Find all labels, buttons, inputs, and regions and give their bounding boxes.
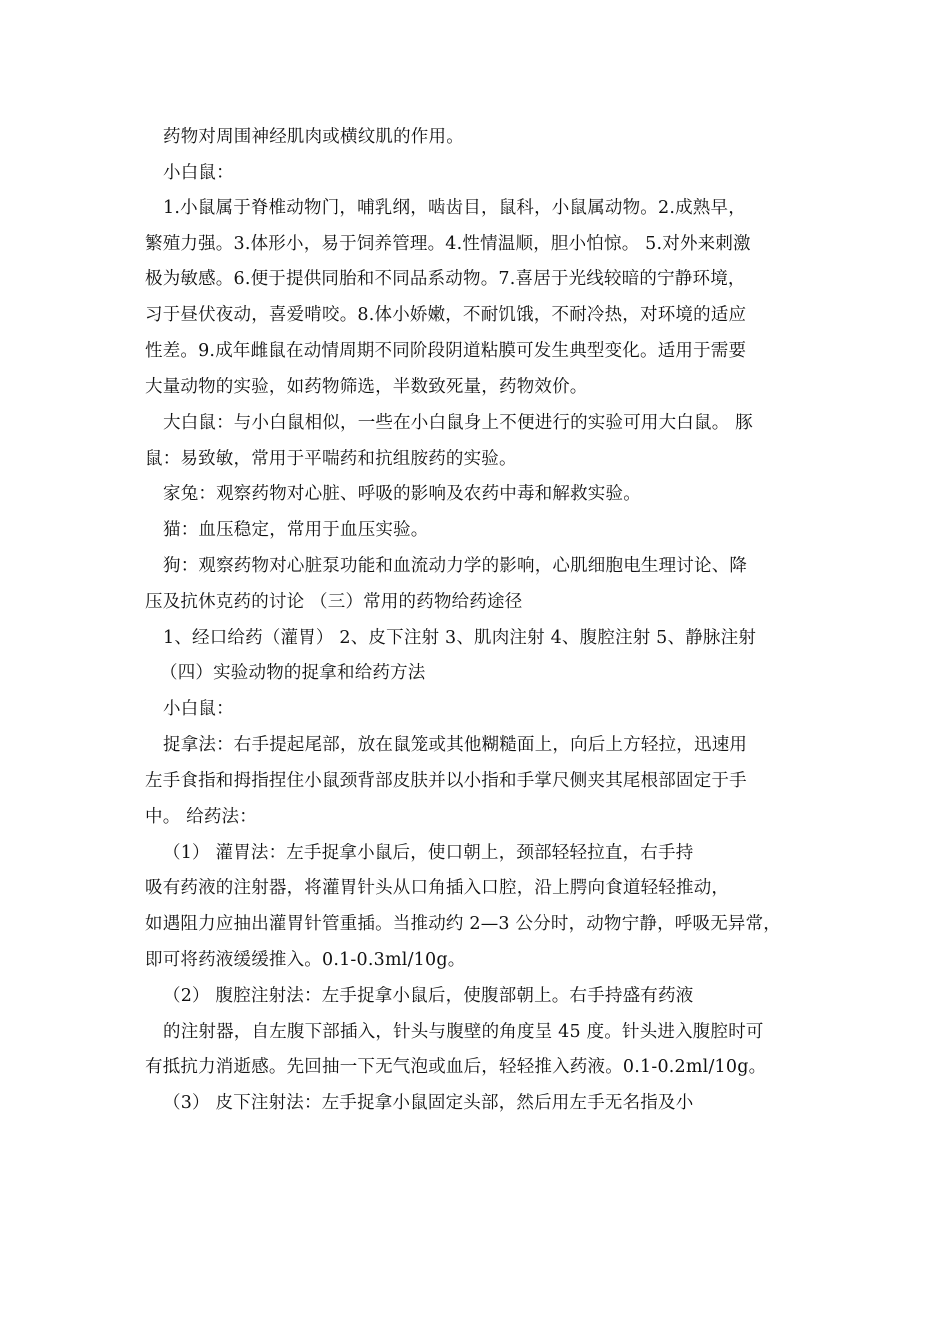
text-line: 极为敏感。6.便于提供同胎和不同品系动物。7.喜居于光线较暗的宁静环境， (145, 269, 746, 289)
text-line: 吸有药液的注射器，将灌胃针头从口角插入口腔，沿上腭向食道轻轻推动， (145, 878, 730, 898)
text-line: 性差。9.成年雌鼠在动情周期不同阶段阴道粘膜可发生典型变化。适用于需要 (145, 341, 747, 361)
text-line: 猫：血压稳定，常用于血压实验。 (163, 520, 429, 540)
text-line: 1.小鼠属于脊椎动物门，哺乳纲，啮齿目，鼠科，小鼠属动物。2.成熟早， (163, 198, 746, 218)
text-line: 小白鼠： (163, 699, 234, 719)
text-line: 鼠：易致敏，常用于平喘药和抗组胺药的实验。 (145, 449, 517, 469)
text-line: 有抵抗力消逝感。先回抽一下无气泡或血后，轻轻推入药液。0.1-0.2ml/10g。 (145, 1057, 767, 1077)
text-line: （3） 皮下注射法：左手捉拿小鼠固定头部，然后用左手无名指及小 (163, 1093, 694, 1113)
text-line: 压及抗休克药的讨论 （三）常用的药物给药途径 (145, 592, 523, 612)
text-line: 药物对周围神经肌肉或横纹肌的作用。 (163, 127, 464, 147)
text-line: 的注射器，自左腹下部插入，针头与腹壁的角度呈 45 度。针头进入腹腔时可 (163, 1022, 764, 1042)
text-line: 如遇阻力应抽出灌胃针管重插。当推动约 2—3 公分时，动物宁静，呼吸无异常， (145, 914, 781, 934)
text-line: （2） 腹腔注射法：左手捉拿小鼠后，使腹部朝上。右手持盛有药液 (163, 986, 694, 1006)
text-line: 习于昼伏夜动，喜爱啃咬。8.体小娇嫩，不耐饥饿，不耐冷热，对环境的适应 (145, 305, 747, 325)
text-line: （1） 灌胃法：左手捉拿小鼠后，使口朝上，颈部轻轻拉直，右手持 (163, 843, 694, 863)
text-line: 狗：观察药物对心脏泵功能和血流动力学的影响，心肌细胞电生理讨论、降 (163, 556, 748, 576)
text-line: 左手食指和拇指捏住小鼠颈背部皮肤并以小指和手掌尺侧夹其尾根部固定于手 (145, 771, 747, 791)
text-line: 大量动物的实验，如药物筛选，半数致死量，药物效价。 (145, 377, 588, 397)
text-line: 1、经口给药（灌胃） 2、皮下注射 3、肌肉注射 4、腹腔注射 5、静脉注射 (163, 628, 757, 648)
text-line: 家兔：观察药物对心脏、呼吸的影响及农药中毒和解救实验。 (163, 484, 641, 504)
text-line: 即可将药液缓缓推入。0.1-0.3ml/10g。 (145, 950, 466, 970)
text-line: 小白鼠： (163, 163, 234, 183)
text-line: 捉拿法：右手提起尾部，放在鼠笼或其他糊糙面上，向后上方轻拉，迅速用 (163, 735, 748, 755)
text-line: 繁殖力强。3.体形小，易于饲养管理。4.性情温顺，胆小怕惊。 5.对外来刺激 (145, 234, 751, 254)
text-line: 中。 给药法： (145, 807, 257, 827)
text-line: （四）实验动物的捉拿和给药方法 (160, 663, 426, 683)
text-line: 大白鼠：与小白鼠相似，一些在小白鼠身上不便进行的实验可用大白鼠。 豚 (163, 413, 753, 433)
